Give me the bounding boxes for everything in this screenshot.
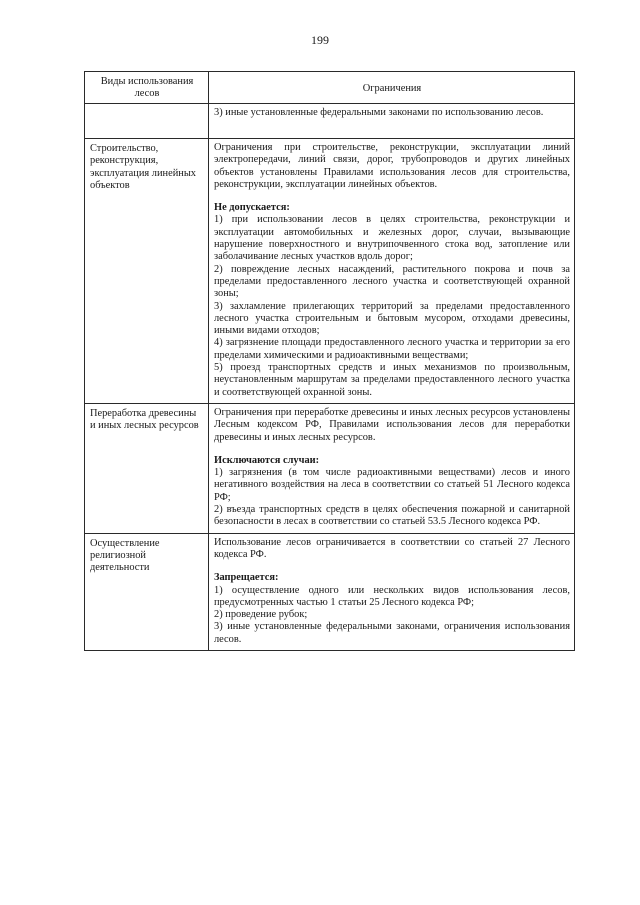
restrictions-cell [209,139,575,404]
restriction-paragraph: 5) проезд транспортных средств и иных механизмов по произвольным, неустановленным маршрутам за пределами предоставленного лесного участка и соответствующей охранной зоны. [214,362,570,398]
restriction-paragraph: 4) загрязнение площади предоставленного лесного участка и территории за его пределами химическими и радиоактивными веществами; [214,337,570,361]
forest-use-type: Осуществление религиозной деятельности [90,537,160,574]
table-row [85,139,575,404]
restrictions-cell [209,403,575,533]
restriction-paragraph: 3) иные установленные федеральными законами, ограничения использования лесов. [214,621,570,645]
restriction-heading: Запрещается: [214,572,279,584]
restriction-heading: Исключаются случаи: [214,454,320,466]
restriction-paragraph: 3) захламление прилегающих территорий за пределами предоставленного лесного участка строительным и бытовым мусором, отходами древесины, иными видами отходов; [214,300,570,337]
restriction-paragraph: Ограничения при строительстве, реконструкции, эксплуатации линий электропередачи, линий связи, дорог, трубопроводов и других линейных объектов установлены Правилами использования лесов для строительства, реконструкции, эксплуатации линейных объектов. [214,142,570,190]
restriction-paragraph: 2) въезда транспортных средств в целях обеспечения пожарной и санитарной безопасности в лесах в соответствии со статьей 53.5 Лесного кодекса РФ. [214,504,570,528]
forest-use-type-cell [85,139,209,404]
restriction-paragraph: 1) осуществление одного или нескольких видов использования лесов, предусмотренных частью 1 статьи 25 Лесного кодекса РФ; [214,584,570,608]
forest-use-type-cell [85,403,209,533]
table-row [85,533,575,650]
header-restrictions: Ограничения [209,72,575,104]
table-row [85,104,575,139]
restriction-paragraph: 3) иные установленные федеральными законами по использованию лесов. [214,107,544,118]
restriction-paragraph: Ограничения при переработке древесины и иных лесных ресурсов установлены Лесным кодексом РФ, Правилами использования лесов для переработки древесины и иных лесных ресурсов. [214,406,570,443]
page-number: 199 [311,33,329,47]
restriction-paragraph: 1) загрязнения (в том числе радиоактивными веществами) лесов и иного негативного воздействия на леса в соответствии со статьей 51 Лесного кодекса РФ; [214,467,570,503]
restriction-heading: Не допускается: [214,202,290,214]
header-forest-use-types: Виды использования лесов [85,72,209,104]
restriction-paragraph: Использование лесов ограничивается в соответствии со статьей 27 Лесного кодекса РФ. [214,536,570,560]
table-row [85,403,575,533]
restriction-paragraph: 2) проведение рубок; [214,609,308,621]
table-body [85,104,575,651]
restrictions-table [84,71,575,651]
forest-use-type: Переработка древесины и иных лесных ресурсов [90,407,199,432]
forest-use-type-cell [85,104,209,139]
restriction-paragraph: 1) при использовании лесов в целях строительства, реконструкции и эксплуатации автомобильных и железных дорог, случаи, вызывающие нарушение поверхностного и внутрипочвенного стока вод, затопление или заболачивание лесных участков вдоль дорог; [214,214,570,263]
table-header-row [85,72,575,104]
restrictions-cell [209,104,575,139]
restriction-paragraph: 2) повреждение лесных насаждений, растительного покрова и почв за пределами предоставленного лесного участка и соответствующей охранной зоны; [214,263,570,300]
forest-use-type-cell [85,533,209,650]
restrictions-cell [209,533,575,650]
forest-use-type: Строительство, реконструкция, эксплуатация линейных объектов [90,143,197,191]
